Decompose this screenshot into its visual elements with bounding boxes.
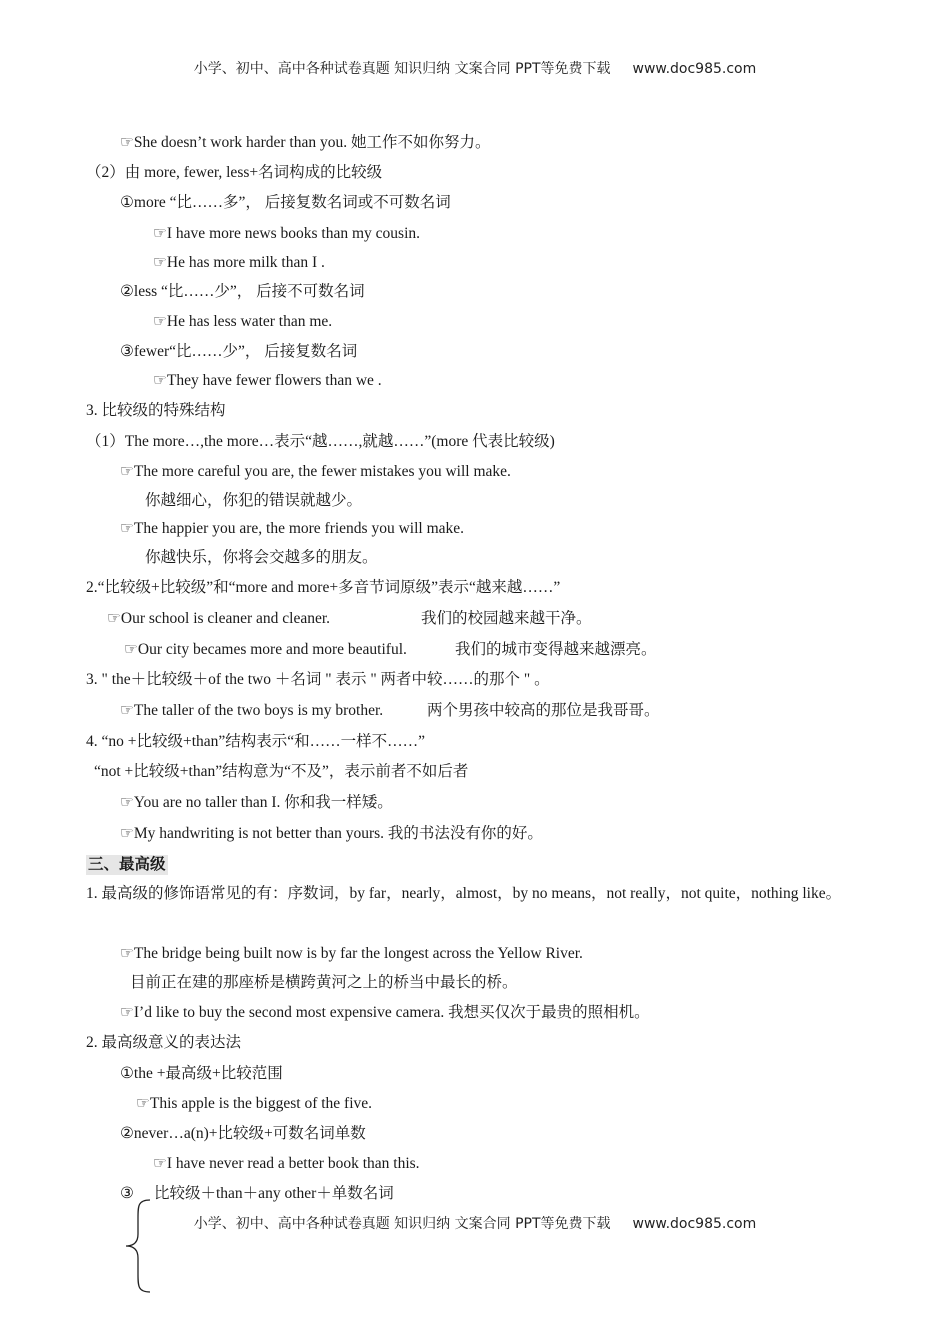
example-line: ☞They have fewer flowers than we . [153,372,382,389]
example-line: ☞The taller of the two boys is my brother. [120,702,384,719]
rule-marker: ③ [120,1185,134,1202]
example-line: ☞My handwriting is not better than yours. 我的书法没有你的好。 [120,825,543,842]
rule-line: ①the +最高级+比较范围 [120,1065,283,1082]
translation-line: 两个男孩中较高的那位是我哥哥。 [427,702,660,719]
header-url[interactable]: www.doc985.com [632,61,757,77]
example-line: ☞The more careful you are, the fewer mistakes you will make. [120,463,511,480]
translation-line: 我们的校园越来越干净。 [421,610,592,627]
translation-line: 目前正在建的那座桥是横跨黄河之上的桥当中最长的桥。 [130,974,518,991]
translation-line: 你越快乐，你将会交越多的朋友。 [145,549,378,566]
example-line: ☞He has more milk than I . [153,254,325,271]
rule-line: 比较级＋than＋any other＋单数名词 [154,1185,394,1202]
heading: 4. “no +比较级+than”结构表示“和……一样不……” [86,733,426,750]
heading: 3. " the＋比较级＋of the two ＋名词 " 表示 " 两者中较……的那个 " 。 [86,671,550,688]
example-line: ☞The bridge being built now is by far the longest across the Yellow River. [120,945,583,962]
example-line: ☞Our city becames more and more beautiful. [124,641,407,658]
rule-line: ②less “比……少”， 后接不可数名词 [120,283,365,300]
subheading: （2）由 more, fewer, less+名词构成的比较级 [86,164,383,181]
paragraph: 1. 最高级的修饰语常见的有：序数词，by far，nearly，almost，by no means，not really，not quite，nothing like。 [86,885,842,902]
heading: 2.“比较级+比较级”和“more and more+多音节词原级”表示“越来越……” [86,579,561,596]
example-line: ☞I have never read a better book than this. [153,1155,420,1172]
rule-line: ③fewer“比……少”， 后接复数名词 [120,343,358,360]
example-line: ☞Our school is cleaner and cleaner. [107,610,331,627]
header-text: 小学、初中、高中各种试卷真题 知识归纳 文案合同 PPT等免费下载 [193,61,611,77]
rule-line: ②never…a(n)+比较级+可数名词单数 [120,1125,366,1142]
example-line: ☞He has less water than me. [153,313,333,330]
example-line: ☞This apple is the biggest of the five. [136,1095,373,1112]
example-line: ☞I’d like to buy the second most expensive camera. 我想买仅次于最贵的照相机。 [120,1004,650,1021]
page-footer [0,1213,950,1233]
footer-url[interactable]: www.doc985.com [632,1216,757,1232]
translation-line: 你越细心，你犯的错误就越少。 [145,492,363,509]
translation-line: 我们的城市变得越来越漂亮。 [455,641,657,658]
footer-text: 小学、初中、高中各种试卷真题 知识归纳 文案合同 PPT等免费下载 [193,1216,611,1232]
heading: 2. 最高级意义的表达法 [86,1034,242,1051]
example-line: ☞You are no taller than I. 你和我一样矮。 [120,794,393,811]
subheading: （1）The more…,the more…表示“越……,就越……”(more 代表比较级) [86,433,555,450]
rule-line: “not +比较级+than”结构意为“不及”，表示前者不如后者 [94,763,469,780]
page-header [0,58,950,78]
example-line: ☞The happier you are, the more friends you will make. [120,520,465,537]
example-line: ☞She doesn’t work harder than you. 她工作不如你努力。 [120,134,491,151]
heading: 3. 比较级的特殊结构 [86,402,226,419]
rule-line: ①more “比……多”， 后接复数名词或不可数名词 [120,194,451,211]
example-line: ☞I have more news books than my cousin. [153,225,421,242]
section-title: 三、最高级 [88,856,166,873]
